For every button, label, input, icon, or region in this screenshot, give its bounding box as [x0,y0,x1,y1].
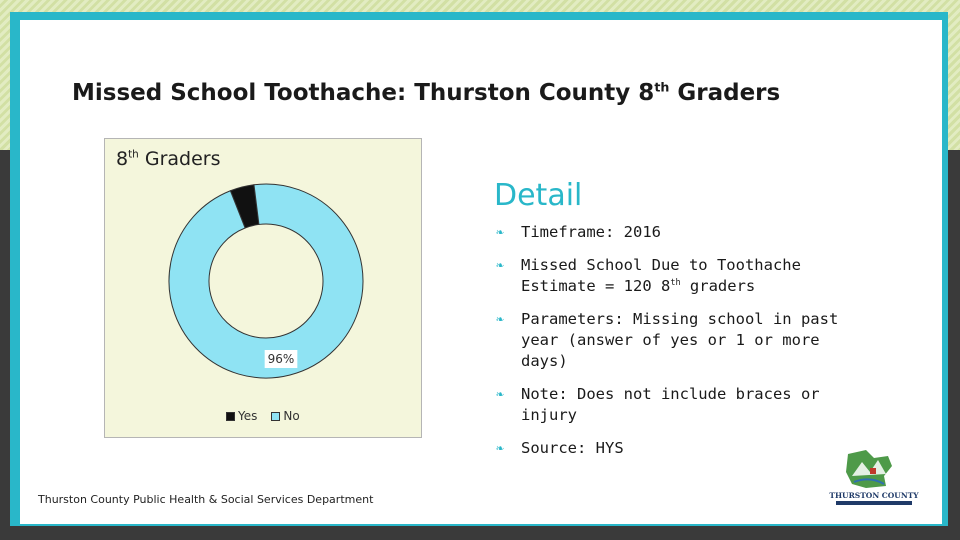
detail-heading: Detail [494,178,583,213]
legend-label-yes: Yes [238,409,258,423]
leaf-icon: ❧ [496,225,504,240]
footer-text: Thurston County Public Health & Social Services Department [38,493,374,506]
svg-text:96%: 96% [267,352,295,366]
legend-swatch-yes [226,412,235,421]
leaf-icon: ❧ [496,387,504,402]
leaf-icon: ❧ [496,441,504,456]
chart-legend [226,409,300,423]
detail-item-note: ❧ Note: Does not include braces or injury [496,385,820,424]
detail-list [496,222,856,471]
legend-item-no [271,409,299,423]
chart-title: 8th Graders [116,148,221,170]
leaf-icon: ❧ [496,258,504,273]
detail-item-parameters: ❧ Parameters: Missing school in past year (answer of yes or 1 or more days) [496,310,839,370]
detail-item-timeframe: ❧ Timeframe: 2016 [496,223,661,241]
leaf-icon: ❧ [496,312,504,327]
legend-item-yes [226,409,257,423]
legend-label-no: No [283,409,300,423]
donut-slice-no [169,184,363,378]
data-label-no [265,350,298,368]
detail-item-source: ❧ Source: HYS [496,439,624,457]
legend-swatch-no [271,412,280,421]
detail-item-estimate: ❧ Missed School Due to Toothache Estimate = 120 8th graders [496,256,801,295]
logo-text: THURSTON COUNTY [829,491,919,500]
slide-title: Missed School Toothache: Thurston County 8th Graders [72,79,781,106]
donut-chart [104,138,422,438]
county-logo [826,446,922,510]
